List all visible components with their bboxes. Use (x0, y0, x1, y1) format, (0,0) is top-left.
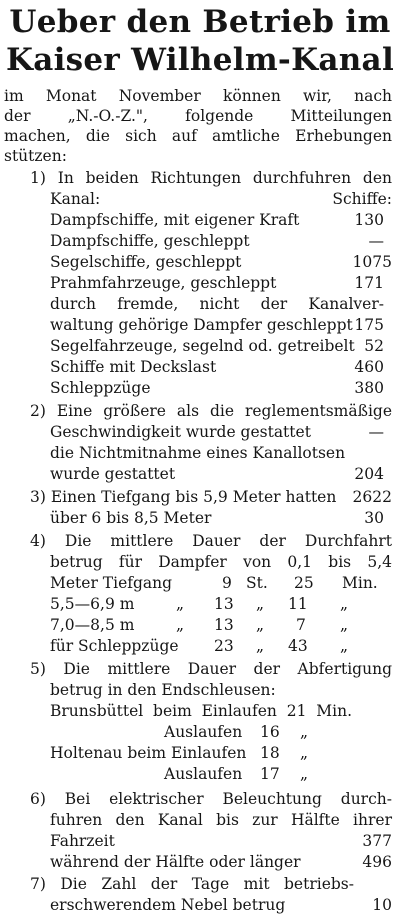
intro-line-2 (4, 106, 392, 127)
section-4-line-2: betrug für Dampfer von 0,1 bis 5,4 (50, 553, 392, 571)
row-label: wurde gestattet (50, 465, 176, 483)
row-value: 2622 (352, 488, 392, 506)
row-label: Geschwindigkeit wurde gestattet (50, 423, 311, 441)
fremd-line-1: durch fremde, nicht der Kanalver- (50, 295, 384, 313)
row-label: 3) Einen Tiefgang bis 5,9 Meter hatten (30, 488, 337, 506)
duration-row (50, 594, 392, 615)
table-row (50, 508, 384, 529)
duration-label: Meter Tiefgang (50, 574, 173, 592)
ditto-mark: „ (340, 595, 349, 613)
brunsbuettel-auslaufen (50, 722, 392, 743)
row-value: 460 (354, 358, 384, 376)
intro-word-mitteilungen: Mitteilungen (290, 107, 392, 125)
row-value: 380 (354, 379, 384, 397)
section-5-line-2: betrug in den Endschleusen: (50, 681, 276, 699)
ditto-mark: „ (176, 595, 185, 613)
ditto-mark: „ (300, 723, 309, 741)
holtenau-einlaufen (50, 743, 392, 764)
row-label: Fahrzeit (50, 832, 115, 850)
row-value: — (368, 423, 384, 441)
row-label: Dampfschiffe, geschleppt (50, 232, 250, 250)
row-label: waltung gehörige Dampfer geschleppt (50, 316, 353, 334)
intro-line-4: stützen: (4, 147, 67, 165)
duration-minutes: 25 (294, 574, 314, 592)
duration-row (50, 573, 392, 594)
row-value: 130 (354, 211, 384, 229)
ditto-mark: „ (256, 616, 265, 634)
section-1-kanal-line (50, 189, 392, 210)
duration-hours: 13 (214, 595, 234, 613)
duration-label: 7,0—8,5 m (50, 616, 135, 634)
duration-label: 5,5—6,9 m (50, 595, 135, 613)
table-row (50, 231, 384, 252)
ditto-mark: „ (256, 595, 265, 613)
headline-line-2: Kaiser Wilhelm-Kanal (5, 42, 395, 78)
lock-minutes: 18 (260, 744, 280, 762)
row-value: 30 (364, 509, 384, 527)
lock-direction: Auslaufen (164, 723, 243, 741)
ditto-mark: „ (340, 637, 349, 655)
row-label: über 6 bis 8,5 Meter (50, 509, 212, 527)
ditto-mark: „ (256, 637, 265, 655)
table-row (50, 464, 384, 485)
table-row (50, 895, 392, 916)
section-6-line-2: fuhren den Kanal bis zur Hälfte ihrer (50, 811, 392, 829)
intro-line-1: im Monat November können wir, nach (4, 87, 392, 105)
ditto-mark: „ (176, 616, 185, 634)
lock-name-direction: Holtenau beim Einlaufen (50, 744, 247, 762)
section-2-line-3: die Nichtmitnahme eines Kanallotsen (50, 444, 346, 462)
intro-word-folgende: folgende (185, 107, 254, 125)
row-value: 171 (354, 274, 384, 292)
table-row (50, 210, 384, 231)
ditto-mark: „ (300, 765, 309, 783)
table-row (50, 422, 384, 443)
row-label: Dampfschiffe, mit eigener Kraft (50, 211, 300, 229)
section-6-heading: 6) Bei elektrischer Beleuchtung durch- (30, 790, 392, 808)
holtenau-auslaufen (50, 764, 392, 785)
lock-minutes: 17 (260, 765, 280, 783)
row-label: Prahmfahrzeuge, geschleppt (50, 274, 277, 292)
table-row (50, 831, 392, 852)
row-label: Segelfahrzeuge, segelnd od. getreibelt (50, 337, 355, 355)
row-label: erschwerendem Nebel betrug (50, 896, 286, 914)
headline-line-1: Ueber den Betrieb im (9, 4, 391, 40)
intro-line-3: machen, die sich auf amtliche Erhebungen (4, 127, 392, 145)
duration-minutes-unit: Min. (342, 574, 378, 592)
table-row (50, 336, 384, 357)
row-label: Schleppzüge (50, 379, 151, 397)
section-5-heading: 5) Die mittlere Dauer der Abfertigung (30, 660, 392, 678)
table-row (50, 273, 384, 294)
duration-minutes: 43 (288, 637, 308, 655)
row-value: 175 (354, 316, 384, 334)
table-row (50, 357, 384, 378)
duration-hours: 13 (214, 616, 234, 634)
row-value: 52 (364, 337, 384, 355)
duration-hours-unit: St. (246, 574, 268, 592)
section-7-heading: 7) Die Zahl der Tage mit betriebs- (30, 875, 354, 893)
table-row (50, 252, 392, 273)
intro-word-der: der (4, 107, 31, 125)
duration-row (50, 615, 392, 636)
section-4-heading: 4) Die mittlere Dauer der Durchfahrt (30, 532, 392, 550)
lock-minutes: 16 (260, 723, 280, 741)
row-value: 10 (372, 896, 392, 914)
row-label: während der Hälfte oder länger (50, 853, 301, 871)
table-row (50, 852, 392, 873)
duration-hours: 9 (222, 574, 232, 592)
duration-label: für Schleppzüge (50, 637, 179, 655)
brunsbuettel-einlaufen: Brunsbüttel beim Einlaufen 21 Min. (50, 702, 352, 720)
table-row (50, 378, 384, 399)
row-value: — (368, 232, 384, 250)
table-row (30, 487, 392, 508)
row-value: 377 (362, 832, 392, 850)
kanal-label: Kanal: (50, 190, 101, 208)
table-row (50, 315, 384, 336)
section-1-heading: 1) In beiden Richtungen durchfuhren den (30, 169, 392, 187)
intro-word-noz: „N.-O.-Z.", (67, 107, 148, 125)
duration-minutes: 7 (296, 616, 306, 634)
row-value: 204 (354, 465, 384, 483)
row-label: Schiffe mit Deckslast (50, 358, 217, 376)
duration-minutes: 11 (288, 595, 308, 613)
row-value: 1075 (352, 253, 392, 271)
ditto-mark: „ (340, 616, 349, 634)
duration-hours: 23 (214, 637, 234, 655)
ditto-mark: „ (300, 744, 309, 762)
schiffe-unit-label: Schiffe: (332, 190, 392, 208)
row-label: Segelschiffe, geschleppt (50, 253, 242, 271)
row-value: 496 (362, 853, 392, 871)
duration-row (50, 636, 392, 657)
section-2-heading: 2) Eine größere als die reglementsmäßige (30, 402, 392, 420)
lock-direction: Auslaufen (164, 765, 243, 783)
